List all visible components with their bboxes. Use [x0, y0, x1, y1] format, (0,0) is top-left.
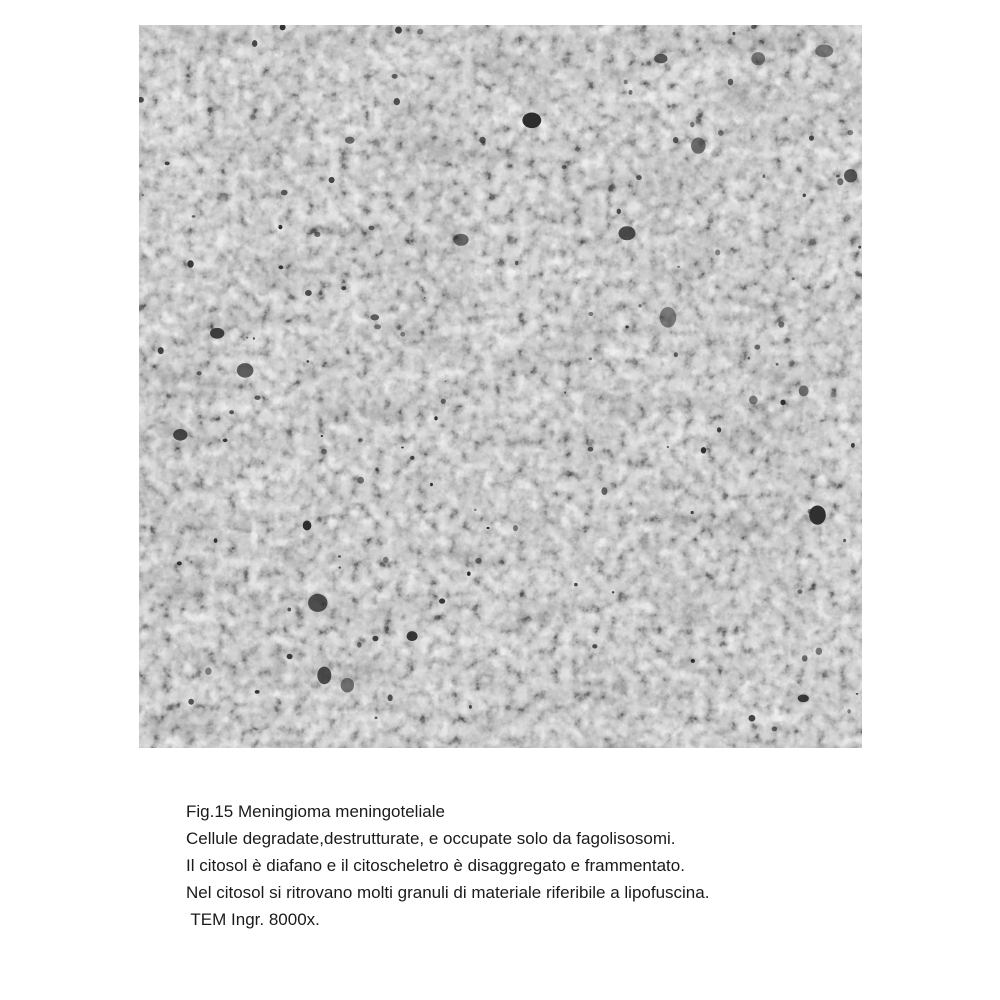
granule: [749, 715, 756, 722]
granule: [780, 400, 785, 406]
granule: [654, 54, 667, 64]
granule: [205, 668, 211, 675]
granule: [252, 40, 257, 47]
granule: [424, 297, 426, 299]
granule: [851, 443, 855, 448]
granule: [469, 705, 472, 709]
granule: [321, 449, 327, 455]
granule: [847, 709, 851, 714]
granule: [357, 477, 364, 484]
granule: [223, 439, 228, 443]
granule: [728, 79, 734, 86]
granule: [588, 447, 594, 452]
granule: [772, 727, 777, 732]
granule: [482, 141, 486, 146]
granule: [837, 178, 843, 185]
granule: [305, 290, 312, 296]
granule: [441, 399, 446, 404]
granule: [279, 265, 284, 269]
granule: [445, 380, 447, 382]
granule: [255, 690, 260, 694]
granule: [214, 538, 218, 543]
granule: [474, 509, 477, 511]
granule: [858, 246, 861, 249]
granule: [660, 307, 677, 328]
granule: [237, 363, 254, 378]
granule: [287, 608, 291, 612]
granule: [345, 137, 355, 144]
granule: [674, 352, 678, 357]
granule: [383, 557, 388, 563]
granule: [357, 642, 362, 648]
granule: [515, 261, 519, 265]
granule: [177, 561, 182, 565]
granule: [690, 122, 694, 128]
granule: [314, 232, 320, 237]
granule: [844, 169, 857, 182]
granule: [197, 371, 202, 375]
granule: [246, 337, 248, 339]
granule: [776, 363, 779, 366]
granule: [617, 209, 621, 215]
granule: [522, 113, 541, 129]
granule: [338, 555, 341, 557]
granule: [619, 226, 636, 240]
granule: [187, 260, 194, 268]
granule: [395, 27, 402, 34]
granule: [592, 644, 597, 648]
caption-line-4: TEM Ingr. 8000x.: [186, 910, 320, 929]
granule: [564, 391, 566, 393]
caption-title: Fig.15 Meningioma meningoteliale: [186, 802, 445, 821]
granule: [287, 654, 293, 659]
granule: [475, 558, 481, 564]
granule: [254, 396, 260, 400]
granule: [253, 337, 255, 339]
granule: [339, 566, 341, 568]
granule: [751, 52, 765, 65]
granule: [173, 429, 187, 441]
granule: [439, 598, 445, 603]
granule: [467, 572, 471, 576]
granule: [375, 717, 378, 720]
granule: [691, 511, 694, 514]
granule: [392, 74, 398, 79]
granule: [513, 525, 518, 531]
granule: [792, 277, 795, 280]
granule: [816, 648, 823, 655]
granule: [636, 175, 642, 180]
granule: [341, 286, 346, 290]
granule: [691, 138, 706, 154]
granule: [701, 447, 706, 453]
granule: [434, 416, 437, 420]
granule: [368, 226, 374, 231]
granule: [629, 90, 633, 95]
granule: [341, 678, 354, 693]
granule: [589, 357, 593, 360]
granule: [836, 175, 840, 178]
granule: [798, 695, 809, 703]
granule: [307, 360, 310, 362]
granule: [192, 215, 196, 218]
caption-line-2: Il citosol è diafano e il citoscheletro è disaggregato e frammentato.: [186, 856, 685, 875]
granule: [407, 631, 418, 641]
granule: [321, 435, 323, 437]
granule: [278, 225, 282, 229]
granule: [715, 250, 720, 256]
granule: [388, 695, 393, 702]
granule: [165, 162, 170, 166]
granule: [667, 446, 669, 448]
granule: [718, 130, 724, 136]
granule: [229, 410, 234, 414]
granule: [372, 636, 378, 642]
granule: [574, 583, 578, 587]
granule: [417, 29, 423, 35]
granule: [691, 659, 695, 663]
granule: [158, 347, 164, 354]
granule: [401, 447, 404, 449]
granule: [329, 177, 335, 183]
granule: [453, 234, 468, 246]
granule: [371, 314, 380, 320]
granule: [210, 328, 224, 339]
granule: [375, 467, 378, 471]
granule: [612, 591, 614, 593]
granule: [624, 80, 628, 85]
granule: [562, 165, 566, 169]
granule: [601, 487, 607, 495]
granule: [142, 194, 144, 197]
granule: [625, 326, 629, 329]
granule: [847, 130, 853, 135]
granule: [410, 456, 414, 460]
granule: [802, 655, 808, 661]
figure-caption: [186, 798, 886, 933]
granule: [677, 266, 680, 268]
granule: [308, 594, 327, 612]
granule: [732, 32, 735, 35]
granule: [317, 667, 331, 685]
granule: [763, 174, 766, 178]
granule: [749, 396, 758, 405]
granule: [673, 137, 678, 143]
granule: [281, 190, 288, 196]
granule: [748, 357, 750, 360]
granule: [754, 345, 760, 350]
granule: [803, 194, 806, 198]
granule: [639, 304, 642, 307]
granule: [778, 321, 784, 327]
micrograph-texture: [139, 25, 862, 748]
granule: [358, 438, 363, 442]
granule: [400, 332, 405, 337]
caption-line-3: Nel citosol si ritrovano molti granuli di materiale riferibile a lipofuscina.: [186, 883, 710, 902]
granule: [809, 135, 814, 140]
granule: [487, 527, 490, 529]
granule: [809, 506, 826, 525]
granule: [799, 385, 809, 396]
tem-micrograph: [139, 25, 862, 748]
granule: [717, 427, 721, 432]
granule: [843, 539, 846, 543]
granule: [394, 98, 400, 105]
granule: [856, 693, 859, 695]
granule: [188, 699, 194, 705]
granule: [430, 483, 433, 487]
granule: [588, 312, 593, 316]
granule: [374, 324, 381, 329]
granule: [303, 521, 312, 531]
granule: [815, 45, 833, 58]
granule: [797, 590, 802, 594]
caption-line-1: Cellule degradate,destrutturate, e occupate solo da fagolisosomi.: [186, 829, 676, 848]
